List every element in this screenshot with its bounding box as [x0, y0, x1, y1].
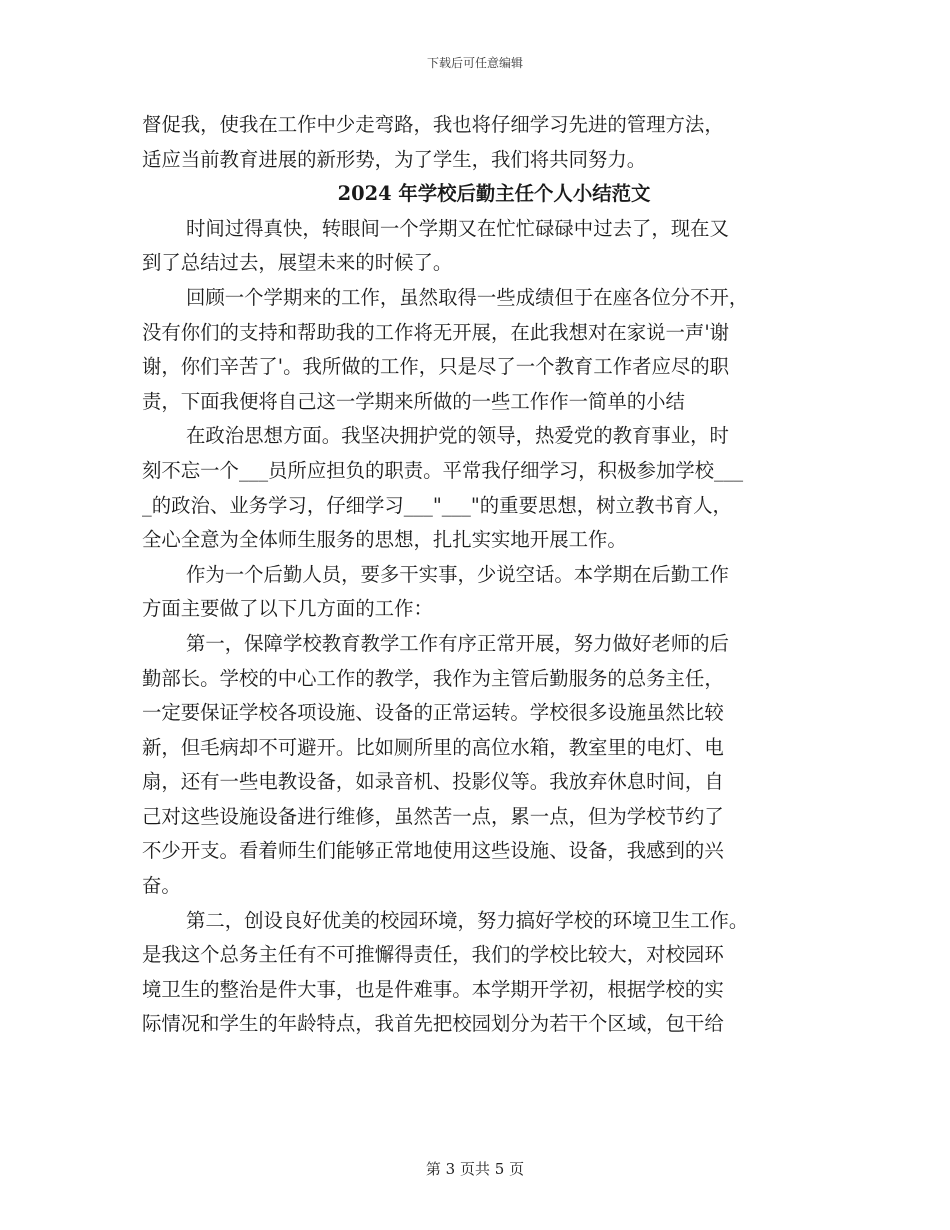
text-line: 是我这个总务主任有不可推懈得责任，我们的学校比较大，对校园环 [142, 943, 724, 967]
text-line: 奋。 [142, 874, 181, 898]
text-line: 新，但毛病却不可避开。比如厕所里的高位水箱，教室里的电灯、电 [142, 735, 724, 759]
page-footer: 第 3 页共 5 页 [425, 1160, 525, 1178]
text-line: 己对这些设施设备进行维修，虽然苦一点，累一点，但为学校节约了 [142, 804, 724, 828]
text-line: _的政治、业务学习，仔细学习___"___"的重要思想，树立教书育人， [142, 493, 732, 517]
text-line: 督促我，使我在工作中少走弯路，我也将仔细学习先进的管理方法， [142, 113, 724, 136]
text-line: 际情况和学生的年龄特点，我首先把校园划分为若干个区域，包干给 [142, 1012, 724, 1036]
document-body [142, 108, 810, 1042]
text-line: 回顾一个学期来的工作，虽然取得一些成绩但于在座各位分不开， [186, 285, 749, 309]
text-line: 扇，还有一些电教设备，如录音机、投影仪等。我放弃休息时间，自 [142, 770, 724, 794]
page-header: 下载后可任意编辑 [426, 56, 523, 70]
text-line: 谢，你们辛苦了'。我所做的工作，只是尽了一个教育工作者应尽的职 [142, 355, 730, 379]
text-line: 方面主要做了以下几方面的工作： [142, 597, 433, 621]
text-line: 时间过得真快，转眼间一个学期又在忙忙碌碌中过去了，现在又 [186, 216, 729, 240]
text-line: 不少开支。看着师生们能够正常地使用这些设施、设备，我感到的兴 [142, 839, 724, 863]
text-line: 在政治思想方面。我坚决拥护党的领导，热爱党的教育事业，时 [186, 424, 729, 448]
text-line: 第二，创设良好优美的校园环境，努力搞好学校的环境卫生工作。 [186, 908, 749, 932]
text-line: 勤部长。学校的中心工作的教学，我作为主管后勤服务的总务主任， [142, 666, 724, 690]
text-line: 没有你们的支持和帮助我的工作将无开展，在此我想对在家说一声'谢 [142, 320, 730, 344]
section-title: 2024 年学校后勤主任个人小结范文 [337, 182, 651, 206]
text-line: 到了总结过去，展望未来的时候了。 [142, 251, 453, 275]
text-line: 作为一个后勤人员，要多干实事，少说空话。本学期在后勤工作 [186, 562, 729, 586]
text-line: 全心全意为全体师生服务的思想，扎扎实实地开展工作。 [142, 528, 627, 552]
text-line: 责，下面我便将自己这一学期来所做的一些工作作一简单的小结 [142, 389, 685, 413]
text-line: 一定要保证学校各项设施、设备的正常运转。学校很多设施虽然比较 [142, 701, 724, 725]
text-line: 境卫生的整治是件大事，也是件难事。本学期开学初，根据学校的实 [142, 977, 724, 1001]
text-line: 适应当前教育进展的新形势，为了学生，我们将共同努力。 [142, 147, 647, 171]
text-line: 第一，保障学校教育教学工作有序正常开展，努力做好老师的后 [186, 631, 729, 655]
text-line: 刻不忘一个___员所应担负的职责。平常我仔细学习，积极参加学校___ [142, 458, 744, 482]
